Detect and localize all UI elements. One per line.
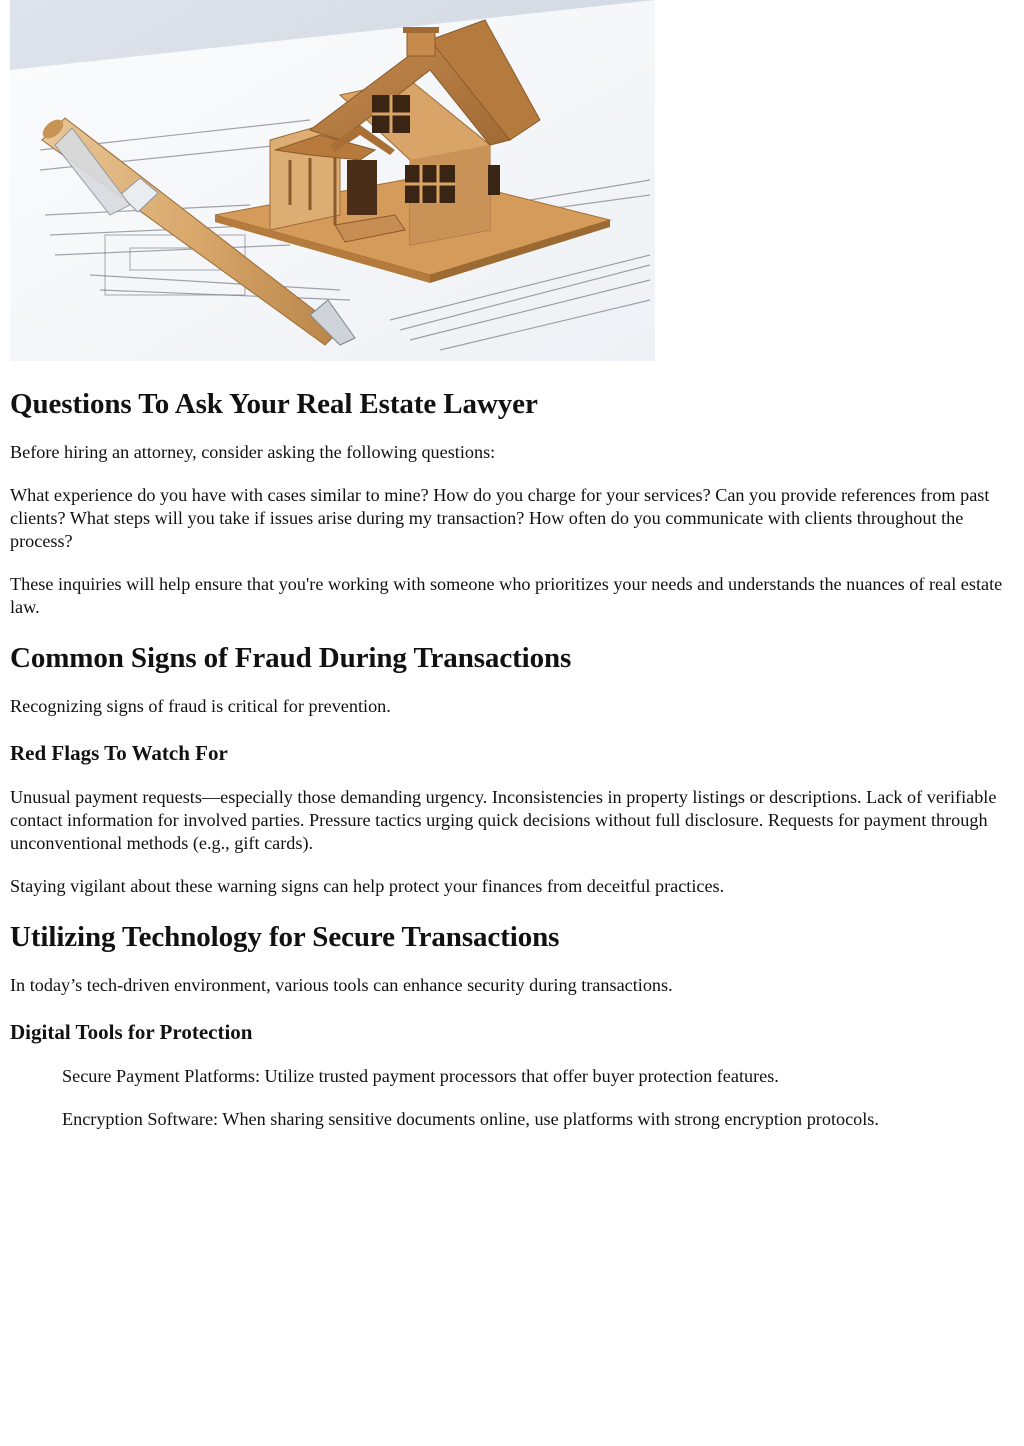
- section-heading-fraud-signs: Common Signs of Fraud During Transactions: [10, 642, 572, 674]
- subheading-digital-tools: Digital Tools for Protection: [10, 1020, 253, 1044]
- article: [10, 0, 1014, 1131]
- section-heading-lawyer-questions: Questions To Ask Your Real Estate Lawyer: [10, 388, 538, 420]
- paragraph-closing: Staying vigilant about these warning signs can help protect your finances from deceitful practices.: [10, 876, 725, 896]
- paragraph-questions: What experience do you have with cases similar to mine? How do you charge for your services? Can you provide references from past clients? What steps will you take if issues arise during my transaction? How often do you communicate with clients throughout the process?: [10, 485, 990, 551]
- list-item: Secure Payment Platforms: Utilize trusted payment processors that offer buyer protection features.: [62, 1066, 779, 1086]
- subheading-red-flags: Red Flags To Watch For: [10, 741, 228, 765]
- paragraph-intro: In today’s tech-driven environment, various tools can enhance security during transactions.: [10, 975, 673, 995]
- hero-image: [10, 0, 655, 361]
- section-heading-technology: Utilizing Technology for Secure Transactions: [10, 921, 560, 953]
- paragraph-intro: Recognizing signs of fraud is critical for prevention.: [10, 696, 391, 716]
- list-item: Encryption Software: When sharing sensitive documents online, use platforms with strong encryption protocols.: [62, 1109, 879, 1129]
- paragraph-closing: These inquiries will help ensure that you're working with someone who prioritizes your needs and understands the nuances of real estate law.: [10, 574, 1003, 617]
- paragraph-intro: Before hiring an attorney, consider asking the following questions:: [10, 442, 496, 462]
- paragraph-red-flags: Unusual payment requests—especially those demanding urgency. Inconsistencies in property listings or descriptions. Lack of verifiable contact information for involved parties. Pressure tactics urging quick decisions without full disclosure. Requests for payment through unconventional methods (e.g., gift cards).: [10, 787, 997, 853]
